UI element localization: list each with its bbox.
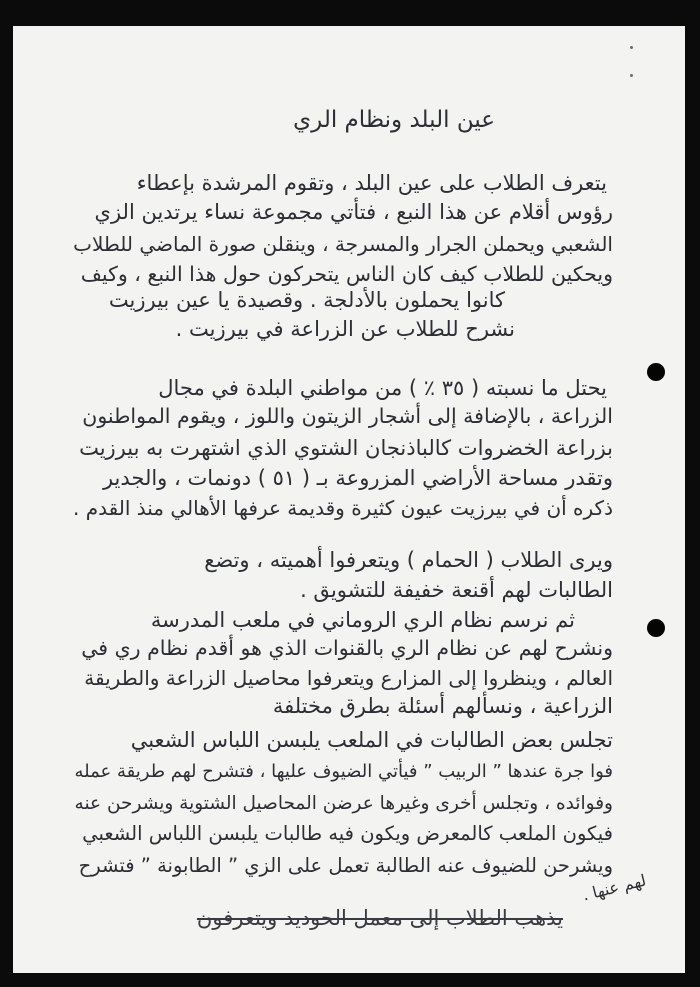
text-line: وتقدر مساحة الأراضي المزروعة بـ ( ٥١ ) دونمات ، والجدير bbox=[102, 466, 613, 490]
text-line: الشعبي ويحملن الجرار والمسرجة ، وينقلن صورة الماضي للطلاب bbox=[73, 232, 613, 256]
text-line: ونشرح لهم عن نظام الري بالقنوات الذي هو أقدم نظام ري في bbox=[81, 636, 613, 660]
ink-speck bbox=[630, 46, 633, 49]
handwritten-page bbox=[13, 26, 685, 973]
page-title: عين البلد ونظام الري bbox=[293, 107, 495, 133]
text-line: ذكره أن في بيرزيت عيون كثيرة وقديمة عرفها الأهالي منذ القدم . bbox=[73, 496, 613, 520]
punch-hole-lower bbox=[647, 619, 665, 637]
text-line: تجلس بعض الطالبات في الملعب يلبسن اللباس الشعبي bbox=[130, 728, 613, 752]
text-line: كانوا يحملون بالأدلجة . وقصيدة يا عين بيرزيت bbox=[108, 288, 505, 312]
text-line: فيكون الملعب كالمعرض ويكون فيه طالبات يلبسن اللباس الشعبي bbox=[82, 822, 613, 845]
ink-speck bbox=[630, 74, 633, 77]
text-line: يتعرف الطلاب على عين البلد ، وتقوم المرشدة بإعطاء bbox=[136, 171, 607, 195]
text-line: العالم ، وينظروا إلى المزارع ويتعرفوا محاصيل الزراعة والطريقة bbox=[84, 666, 613, 690]
text-line: يحتل ما نسبته ( ٣٥ ٪ ) من مواطني البلدة في مجال bbox=[158, 376, 607, 400]
text-line: الزراعة ، بالإضافة إلى أشجار الزيتون واللوز ، ويقوم المواطنون bbox=[82, 404, 613, 428]
text-line: الطالبات لهم أقنعة خفيفة للتشويق . bbox=[300, 578, 613, 602]
text-line: فوا جرة عندها ” الربيب ” فيأتي الضيوف عليها ، فتشرح لهم طريقة عمله bbox=[74, 761, 613, 782]
struck-out-line: يذهب الطلاب إلى معمل الحوديد ويتعرفون bbox=[196, 906, 563, 930]
text-line: نشرح للطلاب عن الزراعة في بيرزيت . bbox=[175, 317, 515, 341]
text-line: ويرى الطلاب ( الحمام ) ويتعرفوا أهميته ، وتضع bbox=[204, 548, 613, 572]
text-line: وفوائده ، وتجلس أخرى وغيرها عرضن المحاصيل الشتوية ويشرحن عنه bbox=[74, 793, 613, 814]
text-line: رؤوس أقلام عن هذا النبع ، فتأتي مجموعة نساء يرتدين الزي bbox=[94, 200, 613, 224]
punch-hole-upper bbox=[647, 363, 665, 381]
text-line: ثم نرسم نظام الري الروماني في ملعب المدرسة bbox=[150, 608, 575, 632]
text-line: ويشرحن للضيوف عنه الطالبة تعمل على الزي ” الطابونة ” فتشرح bbox=[78, 854, 613, 877]
text-line: ويحكين للطلاب كيف كان الناس يتحركون حول هذا النبع ، وكيف bbox=[80, 262, 613, 286]
text-line: بزراعة الخضروات كالباذنجان الشتوي الذي اشتهرت به بيرزيت bbox=[79, 436, 613, 460]
margin-note: لهم عنها . bbox=[580, 870, 649, 905]
text-line: الزراعية ، ونسألهم أسئلة بطرق مختلفة bbox=[272, 694, 613, 718]
